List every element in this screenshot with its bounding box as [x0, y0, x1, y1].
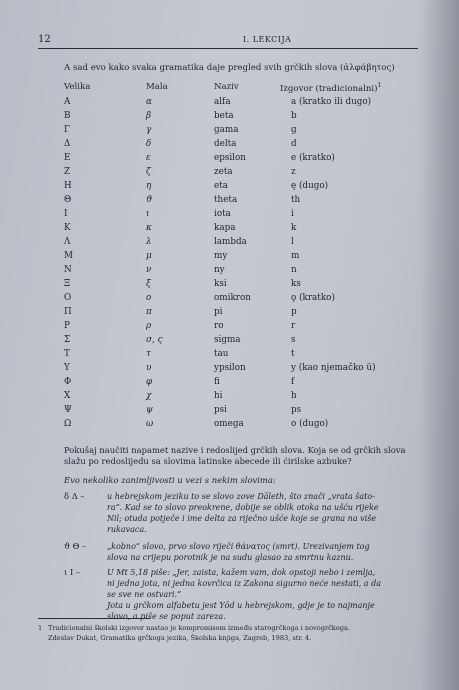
letter-name: tau [214, 349, 229, 359]
text-line: „kobno“ slovo, prvo slovo riječi θάνατος (smrt). Urezivanjem tog [107, 542, 370, 551]
text-line: Pokušaj naučiti napamet nazive i redoslijed grčkih slova. Koja se od grčkih slova [64, 445, 406, 455]
letter-row [0, 237, 459, 249]
lowercase-letter: ρ [146, 321, 152, 331]
letter-name: eta [214, 181, 228, 191]
running-header [38, 34, 418, 49]
lowercase-letter: ι [146, 209, 150, 219]
example-text-theta [107, 541, 370, 563]
column-header-pronunciation-label: Izgovor (tradicionalni) [280, 83, 378, 94]
letter-pronunciation: ks [291, 279, 301, 289]
example-text-iota [107, 567, 381, 622]
uppercase-letter: Ξ [64, 279, 71, 289]
letter-row [0, 209, 459, 221]
text-line: Zdeslav Dukat, Gramatika grčkoga jezika, Školska knjiga, Zagreb, 1983, str. 4. [48, 633, 312, 642]
letter-name: theta [214, 195, 238, 205]
footnote-marker: 1 [377, 82, 382, 89]
letter-row [0, 363, 459, 375]
lowercase-letter: κ [146, 223, 152, 233]
example-label-delta: δ Δ – [64, 491, 85, 501]
letter-name: psi [214, 405, 227, 415]
text-line: se sve ne ostvari.“ [107, 590, 182, 599]
lowercase-letter: τ [146, 349, 151, 359]
letter-pronunciation: i [291, 209, 294, 219]
letter-pronunciation: l [291, 237, 294, 247]
lowercase-letter: ν [146, 265, 152, 275]
letter-row [0, 321, 459, 333]
lowercase-letter: ο [146, 293, 152, 303]
letter-name: my [214, 251, 228, 261]
uppercase-letter: Θ [64, 195, 72, 205]
uppercase-letter: Φ [64, 377, 72, 387]
letter-pronunciation: ǫ (kratko) [291, 293, 335, 303]
text-line: Jota u grčkom alfabetu jest Yōd u hebrejskom, gdje je to najmanje [107, 601, 375, 610]
lowercase-letter: μ [146, 251, 152, 261]
letter-pronunciation: r [291, 321, 296, 331]
letter-pronunciation: n [291, 265, 297, 275]
letter-name: iota [214, 209, 231, 219]
uppercase-letter: Ι [64, 209, 68, 219]
letter-pronunciation: t [291, 349, 295, 359]
letter-name: zeta [214, 167, 233, 177]
footnote-divider [38, 618, 150, 619]
lowercase-letter: ξ [146, 279, 151, 289]
letter-row [0, 279, 459, 291]
text-line: Nil; otuda potječe i ime delta za riječno ušće koje se grana na više [107, 514, 377, 523]
letter-row [0, 195, 459, 207]
text-line: rukavaca. [107, 525, 147, 534]
uppercase-letter: Ο [64, 293, 72, 303]
uppercase-letter: Ν [64, 265, 72, 275]
uppercase-letter: Γ [64, 125, 71, 135]
example-text-delta [107, 491, 379, 535]
column-header-upper: Velika [64, 82, 91, 92]
text-line: u hebrejskom jeziku to se slovo zove Dāleth, što znači „vrata šato- [107, 492, 375, 501]
lowercase-letter: β [146, 111, 152, 121]
lowercase-letter: ε [146, 153, 151, 163]
letter-row [0, 349, 459, 361]
column-header-pronunciation [280, 82, 381, 94]
lowercase-letter: γ [146, 125, 152, 135]
text-line: U Mt 5,18 piše: „Jer, zaista, kažem vam, dok opstoji nebo i zemlja, [107, 568, 376, 577]
letter-pronunciation: m [291, 251, 300, 261]
lowercase-letter: π [146, 307, 152, 317]
letter-name: omikron [214, 293, 251, 303]
letter-pronunciation: th [291, 195, 301, 205]
letter-name: pi [214, 307, 223, 317]
text-line: slažu po redoslijedu sa slovima latinske abecede ili ćirilske azbuke? [64, 456, 352, 467]
letter-row [0, 223, 459, 235]
uppercase-letter: Υ [64, 363, 70, 373]
letter-name: kapa [214, 223, 236, 233]
letter-pronunciation: e (kratko) [291, 153, 335, 163]
letter-name: ypsilon [214, 363, 246, 373]
letter-pronunciation: d [291, 139, 297, 149]
letter-pronunciation: y (kao njemačko ü) [291, 363, 376, 373]
uppercase-letter: Ζ [64, 167, 71, 177]
letter-name: lambda [214, 237, 247, 247]
lowercase-letter: φ [146, 377, 153, 387]
lowercase-letter: ω [146, 419, 154, 429]
letter-name: delta [214, 139, 237, 149]
letter-pronunciation: s [291, 335, 296, 345]
letter-row [0, 391, 459, 403]
letter-name: omega [214, 419, 244, 429]
letter-row [0, 405, 459, 417]
letter-name: sigma [214, 335, 241, 345]
lowercase-letter: η [146, 181, 152, 191]
letter-name: alfa [214, 97, 231, 107]
letter-row [0, 419, 459, 431]
letter-pronunciation: b [291, 111, 297, 121]
text-line: slovo, a piše se poput zareza. [107, 612, 226, 621]
letter-name: ro [214, 321, 224, 331]
uppercase-letter: Τ [64, 349, 70, 359]
example-label-theta: ϑ Θ – [64, 541, 87, 551]
letter-row [0, 153, 459, 165]
letter-pronunciation: z [291, 167, 296, 177]
letter-row [0, 335, 459, 347]
lowercase-letter: δ [146, 139, 152, 149]
letter-row [0, 251, 459, 263]
footnote-body [48, 624, 350, 643]
letter-name: ksi [214, 279, 227, 289]
letter-pronunciation: o (dugo) [291, 419, 329, 429]
uppercase-letter: Σ [64, 335, 71, 345]
uppercase-letter: Α [64, 97, 71, 107]
letter-name: hi [214, 391, 223, 401]
letter-pronunciation: ę (dugo) [291, 181, 329, 191]
letter-name: beta [214, 111, 234, 121]
chapter-title: I. LEKCIJA [243, 35, 292, 44]
letter-row [0, 307, 459, 319]
letter-row [0, 265, 459, 277]
letter-pronunciation: f [291, 377, 295, 387]
letter-row [0, 293, 459, 305]
letter-row [0, 125, 459, 137]
column-header-lower: Mala [146, 82, 168, 92]
uppercase-letter: Ρ [64, 321, 70, 331]
lowercase-letter: υ [146, 363, 152, 373]
letter-row [0, 167, 459, 179]
example-label-iota: ι Ι – [64, 567, 81, 577]
text-line: slova na crijepu porotnik je na sudu glasao za smrtnu kaznu. [107, 553, 354, 562]
letter-name: ny [214, 265, 225, 275]
letter-name: gama [214, 125, 239, 135]
letter-name: fi [214, 377, 220, 387]
lowercase-letter: λ [146, 237, 152, 247]
uppercase-letter: Χ [64, 391, 71, 401]
intro-sentence: A sad evo kako svaka gramatika daje pregled svih grčkih slova (ἀλφάβητος) [64, 63, 395, 73]
lowercase-letter: σ, ς [146, 335, 163, 345]
curiosities-intro: Evo nekoliko zanimljivosti u vezi s nekim slovima: [64, 475, 276, 485]
letter-row [0, 111, 459, 123]
lowercase-letter: ζ [146, 167, 151, 177]
letter-pronunciation: h [291, 391, 297, 401]
letter-name: epsilon [214, 153, 246, 163]
uppercase-letter: Β [64, 111, 71, 121]
uppercase-letter: Ε [64, 153, 71, 163]
uppercase-letter: Η [64, 181, 72, 191]
lowercase-letter: ψ [146, 405, 153, 415]
letter-pronunciation: p [291, 307, 297, 317]
uppercase-letter: Λ [64, 237, 71, 247]
uppercase-letter: Δ [64, 139, 71, 149]
letter-pronunciation: k [291, 223, 297, 233]
uppercase-letter: Κ [64, 223, 71, 233]
letter-row [0, 139, 459, 151]
letter-row [0, 97, 459, 109]
uppercase-letter: Ψ [64, 405, 72, 415]
letter-row [0, 377, 459, 389]
uppercase-letter: Ω [64, 419, 72, 429]
text-line: ni jedna jota, ni jedna kovrčica iz Zakona sigurno neće nestati, a da [107, 579, 382, 588]
lowercase-letter: α [146, 97, 152, 107]
letter-pronunciation: g [291, 125, 297, 135]
text-line: ra“. Kad se to slovo preokrene, dobije se oblik otoka na ušću rijeke [107, 503, 379, 512]
text-line: Tradicionalni školski izgovor nastao je kompromisom između starogrčkoga i novogrčkoga. [48, 624, 351, 632]
uppercase-letter: Π [64, 307, 72, 317]
lowercase-letter: χ [146, 391, 152, 401]
letter-pronunciation: ps [291, 405, 302, 415]
letter-pronunciation: a (kratko ili dugo) [291, 97, 372, 107]
page-number: 12 [38, 34, 51, 45]
exercise-paragraph [64, 445, 420, 467]
footnote-number: 1 [38, 624, 43, 632]
letter-row [0, 181, 459, 193]
lowercase-letter: ϑ [146, 195, 153, 205]
uppercase-letter: Μ [64, 251, 74, 261]
column-header-name: Naziv [214, 82, 239, 92]
